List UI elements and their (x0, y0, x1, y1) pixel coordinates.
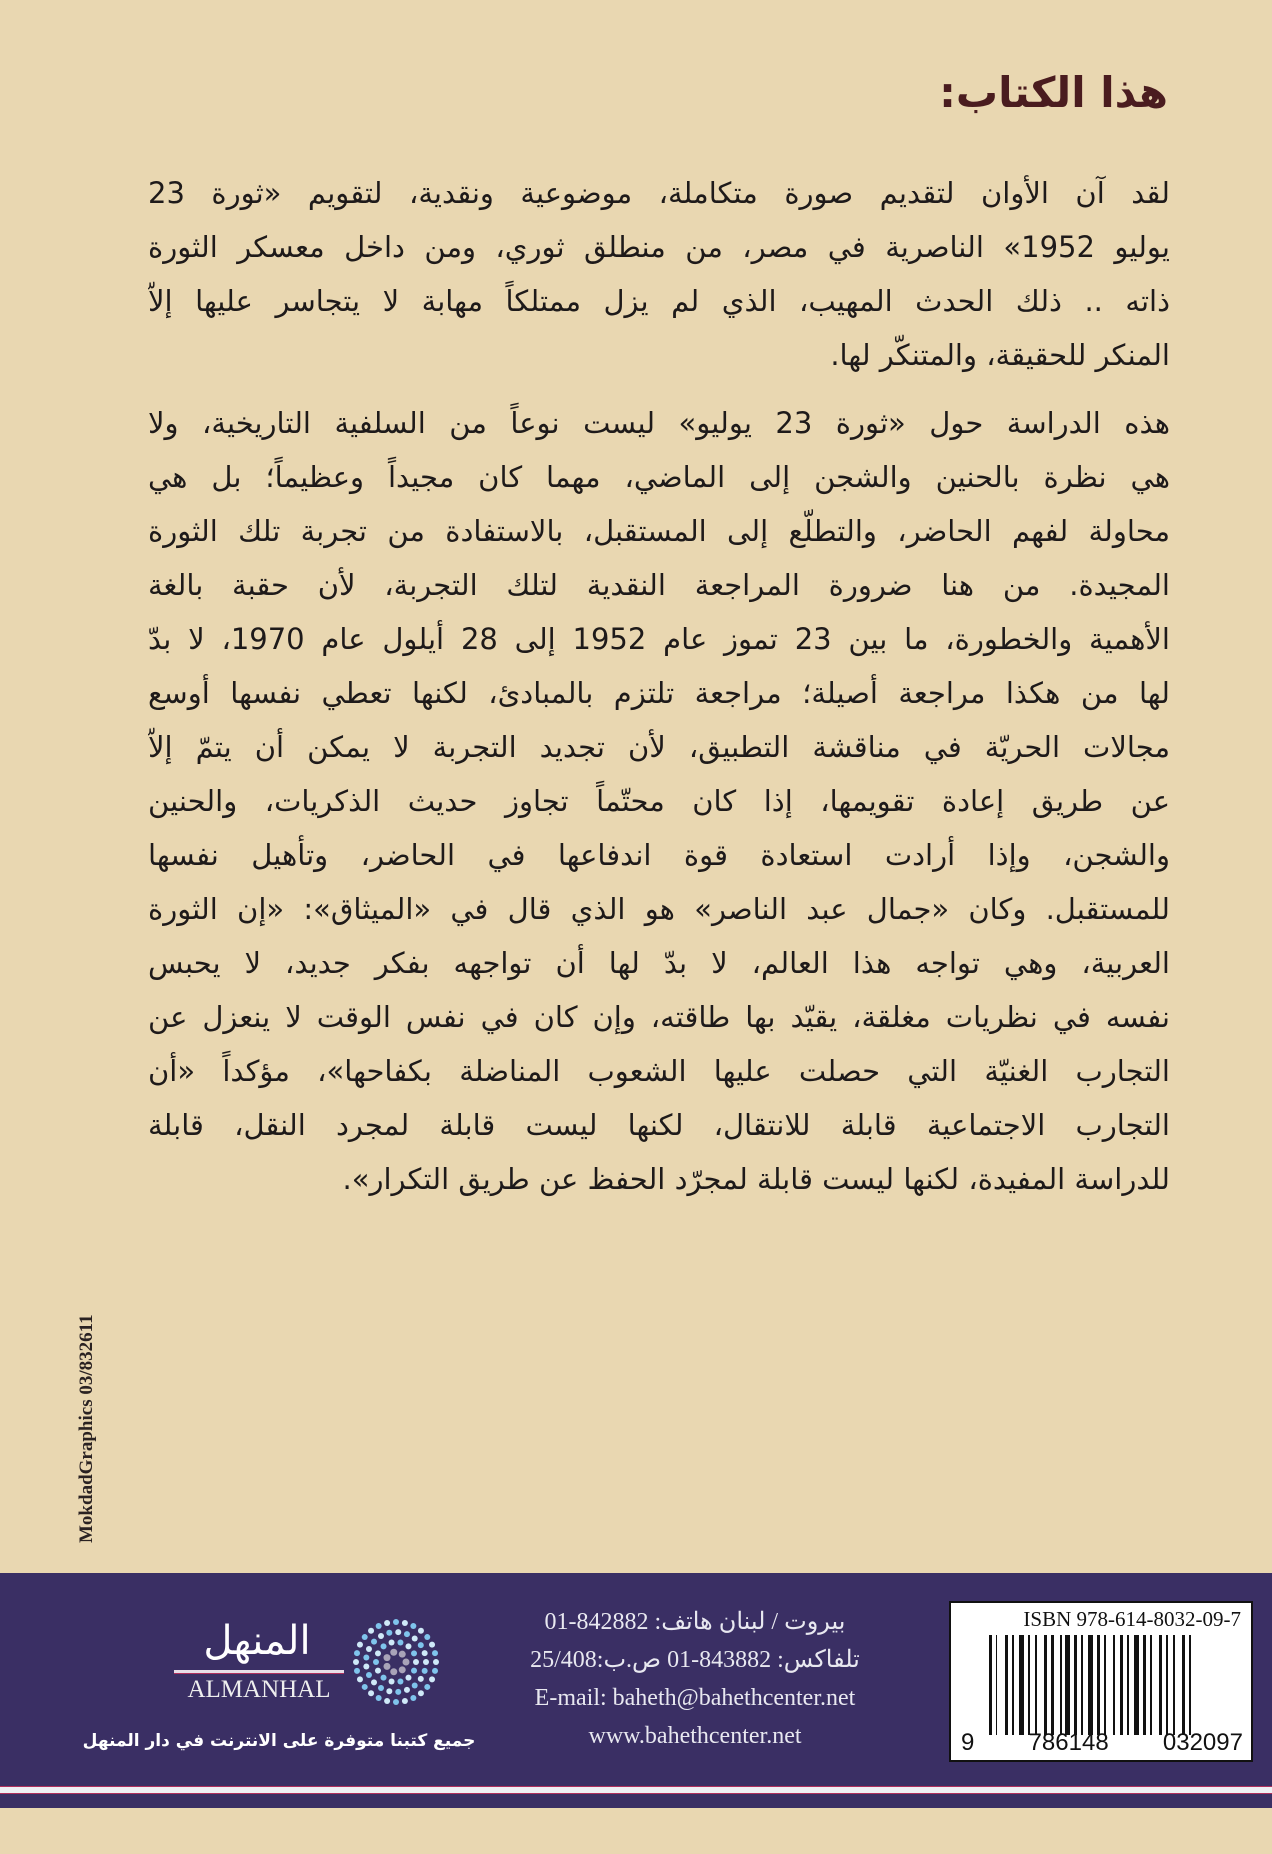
emblem-dot (354, 1650, 360, 1656)
emblem-dot (418, 1690, 424, 1696)
emblem-dot (368, 1690, 374, 1696)
emblem-dot (371, 1679, 377, 1685)
emblem-dot (399, 1651, 406, 1658)
emblem-dot (410, 1623, 416, 1629)
emblem-dot (418, 1676, 424, 1682)
phone: بيروت / لبنان هاتف: 842882-01 (544, 1609, 846, 1635)
barcode-bar (1150, 1635, 1152, 1735)
emblem-dot (376, 1623, 382, 1629)
emblem-dot (353, 1659, 359, 1665)
emblem-dot (363, 1655, 369, 1661)
barcode-bar (996, 1635, 998, 1735)
barcode-bar (1035, 1635, 1037, 1735)
paragraph-2 (148, 396, 1170, 1206)
text-line: الأهمية والخطورة، ما بين 23 تموز عام 1952 إلى 28 أيلول عام 1970، لا بدّ (148, 622, 1170, 656)
text-line: للدراسة المفيدة، لكنها ليست قابلة لمجرّد الحفظ عن طريق التكرار». (342, 1162, 1170, 1196)
emblem-dot (404, 1687, 410, 1693)
text-line: المجيدة. من هنا ضرورة المراجعة النقدية لتلك التجربة، لأن حقبة بالغة (148, 568, 1170, 602)
emblem-dot (399, 1666, 406, 1673)
emblem-dot (390, 1649, 397, 1656)
barcode-bar (1134, 1635, 1139, 1735)
emblem-dot (395, 1629, 401, 1635)
emblem-dot (412, 1682, 418, 1688)
text-line: المنكر للحقيقة، والمتنكّر لها. (830, 338, 1170, 372)
emblem-dot (389, 1678, 395, 1684)
emblem-dot (375, 1650, 381, 1656)
emblem-dot (413, 1659, 419, 1665)
barcode-bar (1173, 1635, 1175, 1735)
emblem-dot (404, 1631, 410, 1637)
emblem-dot (422, 1668, 428, 1674)
emblem-dot (383, 1654, 390, 1661)
emblem-dot (381, 1643, 387, 1649)
emblem-dot (411, 1650, 417, 1656)
barcode-bar (1143, 1635, 1146, 1735)
barcode-bar (1088, 1635, 1093, 1735)
emblem-dot (418, 1642, 424, 1648)
emblem-dot (410, 1695, 416, 1701)
emblem-dot (376, 1695, 382, 1701)
logo-arabic-name: المنهل (203, 1618, 311, 1664)
barcode-bar (1097, 1635, 1100, 1735)
barcode-bar (1028, 1635, 1030, 1735)
isbn-barcode (949, 1601, 1253, 1762)
almanhal-emblem-icon (352, 1618, 440, 1706)
emblem-dot (384, 1620, 390, 1626)
barcode-bar (989, 1635, 992, 1735)
barcode-bar (1104, 1635, 1106, 1735)
barcode-bar (1051, 1635, 1054, 1735)
decorative-stripe (0, 1786, 1272, 1794)
emblem-dot (418, 1628, 424, 1634)
emblem-dot (386, 1630, 392, 1636)
text-line: التجارب الاجتماعية قابلة للانتقال، لكنها ليست قابلة لمجرد النقل، قابلة (148, 1108, 1170, 1142)
barcode-bar (1065, 1635, 1070, 1735)
emblem-dot (378, 1633, 384, 1639)
emblem-dot (424, 1634, 430, 1640)
barcode-bar (1005, 1635, 1008, 1735)
emblem-dot (384, 1698, 390, 1704)
emblem-dot (397, 1678, 403, 1684)
contact-info (510, 1603, 880, 1755)
emblem-dot (373, 1659, 379, 1665)
isbn-label: ISBN 978-614-8032-09-7 (1023, 1607, 1241, 1631)
emblem-dot (363, 1663, 369, 1669)
emblem-dot (402, 1620, 408, 1626)
publisher-band (0, 1573, 1272, 1808)
barcode-bar (1182, 1635, 1185, 1735)
text-line: العربية، وهي تواجه هذا العالم، لا بدّ لها أن تواجهه بفكر جديد، لا يحبس (148, 946, 1170, 980)
barcode-bar (1081, 1635, 1083, 1735)
emblem-dot (393, 1619, 399, 1625)
publisher-tagline: جميع كتبنا متوفرة على الانترنت في دار المنهل (82, 1731, 476, 1751)
barcode-bar (1019, 1635, 1024, 1735)
text-line: عن طريق إعادة تقويمها، إذا كان محتّماً تجاوز حديث الذكريات، والحنين (148, 784, 1170, 818)
barcode-bar (1120, 1635, 1123, 1735)
emblem-dot (433, 1659, 439, 1665)
emblem-dot (395, 1689, 401, 1695)
section-heading: هذا الكتاب: (939, 68, 1168, 117)
text-line: التجارب الغنيّة التي حصلت عليها الشعوب المناضلة بكفاحها»، مؤكداً «أن (148, 1054, 1170, 1088)
emblem-dot (403, 1659, 410, 1666)
emblem-dot (432, 1650, 438, 1656)
barcode-bar (1044, 1635, 1047, 1735)
emblem-dot (381, 1675, 387, 1681)
text-line: محاولة لفهم الحاضر، والتطلّع إلى المستقبل، بالاستفادة من تجربة تلك الثورة (148, 514, 1170, 548)
publisher-logo (172, 1618, 442, 1713)
text-line: للمستقبل. وكان «جمال عبد الناصر» هو الذي قال في «الميثاق»: «إن الثورة (148, 892, 1170, 926)
barcode-bar (1189, 1635, 1191, 1735)
emblem-dot (429, 1642, 435, 1648)
emblem-dot (423, 1659, 429, 1665)
emblem-dot (405, 1643, 411, 1649)
emblem-dot (362, 1634, 368, 1640)
paragraph-1 (148, 166, 1170, 382)
emblem-dot (424, 1684, 430, 1690)
emblem-dot (383, 1663, 390, 1670)
emblem-dot (429, 1676, 435, 1682)
emblem-dot (405, 1675, 411, 1681)
barcode-digit-group: 9 (961, 1729, 975, 1756)
barcode-digit-group: 032097 (1162, 1729, 1243, 1756)
text-line: مجالات الحريّة في مناقشة التطبيق، لأن تجديد التجربة لا يمكن أن يتمّ إلاّ (148, 730, 1170, 764)
emblem-dot (357, 1642, 363, 1648)
barcode-bar (1060, 1635, 1062, 1735)
emblem-dot (389, 1640, 395, 1646)
barcode-bar (1074, 1635, 1077, 1735)
text-line: نفسه في نظريات مغلقة، يقيّد بها طاقته، وإن كان في نفس الوقت لا ينعزل عن (148, 1000, 1170, 1034)
emblem-dot (432, 1668, 438, 1674)
website-link[interactable]: www.bahethcenter.net (588, 1723, 802, 1749)
emblem-dot (368, 1628, 374, 1634)
logo-english-name: ALMANHAL (187, 1676, 331, 1703)
emblem-dot (366, 1672, 372, 1678)
email-link[interactable]: E-mail: baheth@bahethcenter.net (534, 1685, 856, 1711)
text-line: لقد آن الأوان لتقديم صورة متكاملة، موضوعية ونقدية، لتقويم «ثورة 23 (148, 176, 1170, 210)
barcode-bars (989, 1635, 1239, 1735)
fax-pobox: تلفاكس: 843882-01 ص.ب:25/408 (530, 1647, 860, 1673)
emblem-dot (402, 1698, 408, 1704)
emblem-dot (362, 1684, 368, 1690)
emblem-dot (411, 1668, 417, 1674)
emblem-dot (412, 1636, 418, 1642)
emblem-dot (366, 1646, 372, 1652)
barcode-bar (1166, 1635, 1168, 1735)
emblem-dot (386, 1688, 392, 1694)
barcode-bar (1012, 1635, 1014, 1735)
text-line: ذاته .. ذلك الحدث المهيب، الذي لم يزل ممتلكاً مهابة لا يتجاسر عليها إلاّ (148, 284, 1170, 318)
emblem-dot (375, 1668, 381, 1674)
logo-rule (174, 1670, 344, 1674)
emblem-dot (422, 1650, 428, 1656)
emblem-dot (393, 1699, 399, 1705)
emblem-dot (378, 1685, 384, 1691)
barcode-bar (1127, 1635, 1129, 1735)
text-line: والشجن، وإذا أرادت استعادة قوة اندفاعها في الحاضر، وتأهيل نفسها (148, 838, 1170, 872)
barcode-bar (1113, 1635, 1115, 1735)
barcode-digits (961, 1729, 1243, 1757)
barcode-bar (1159, 1635, 1162, 1735)
emblem-dot (354, 1668, 360, 1674)
emblem-dot (397, 1640, 403, 1646)
text-line: يوليو 1952» الناصرية في مصر، من منطلق ثوري، ومن داخل معسكر الثورة (148, 230, 1170, 264)
barcode-digit-group: 786148 (1028, 1729, 1109, 1756)
emblem-dot (371, 1639, 377, 1645)
text-line: لها من هكذا مراجعة أصيلة؛ مراجعة تلتزم بالمبادئ، لكنها تعطي نفسها أوسع (148, 676, 1170, 710)
emblem-dot (390, 1668, 397, 1675)
emblem-dot (357, 1676, 363, 1682)
designer-credit: MokdadGraphics 03/832611 (76, 1314, 97, 1543)
text-line: هي نظرة بالحنين والشجن إلى الماضي، مهما كان مجيداً وعظيماً؛ بل هي (148, 460, 1170, 494)
text-line: هذه الدراسة حول «ثورة 23 يوليو» ليست نوعاً من السلفية التاريخية، ولا (148, 406, 1170, 440)
